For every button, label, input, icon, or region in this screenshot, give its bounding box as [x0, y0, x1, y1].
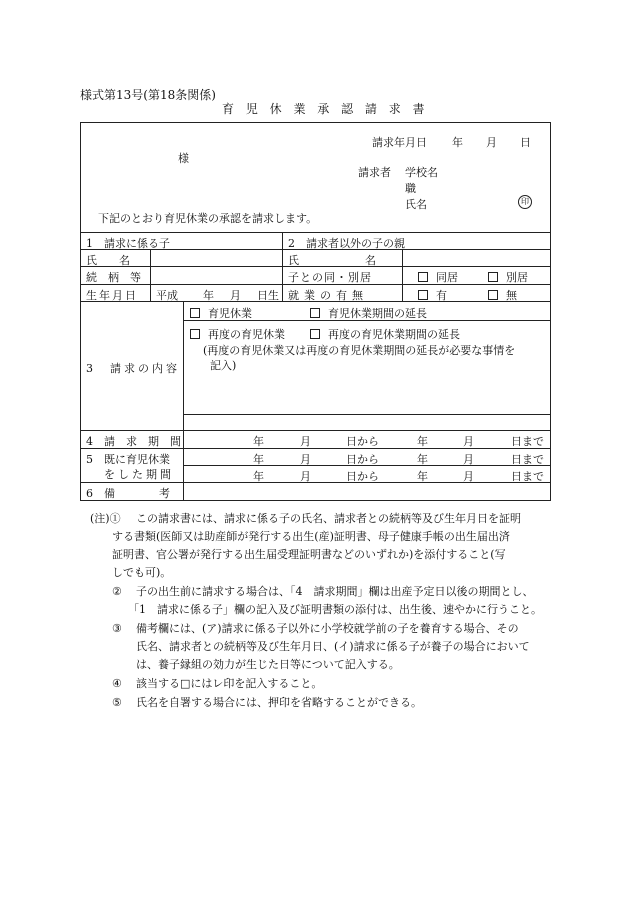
date-day: 日: [520, 136, 531, 149]
section6-title: 6 備 考: [86, 487, 170, 500]
section2-title: 2 請求者以外の子の親: [288, 237, 405, 250]
past1-from-day: 日から: [346, 453, 379, 466]
section1-title: 1 請求に係る子: [86, 237, 170, 250]
addressee-suffix: 様: [178, 152, 189, 165]
section5-title-1: 5 既に育児休業: [86, 453, 170, 466]
child-name-label: 氏 名: [86, 254, 130, 267]
page-title: 育 児 休 業 承 認 請 求 書: [222, 102, 429, 116]
period-from-day: 日から: [346, 435, 379, 448]
note5-label: ⑤: [112, 696, 122, 709]
note4-line1: 該当する□にはレ印を記入すること。: [136, 677, 323, 690]
note1-line1: この請求書には、請求に係る子の氏名、請求者との続柄等及び生年月日を証明: [136, 512, 521, 525]
period-from-month: 月: [300, 435, 311, 448]
note3-line3: は、養子縁組の効力が生じた日等について記入する。: [136, 658, 400, 671]
past1-from-year: 年: [253, 453, 264, 466]
note4-label: ④: [112, 677, 122, 690]
past2-to-day: 日まで: [511, 470, 544, 483]
section3-note: (再度の育児休業又は再度の育児休業期間の延長が必要な事情を: [203, 344, 516, 357]
cohabit-label: 子との同・別居: [288, 271, 372, 284]
past2-from-month: 月: [300, 470, 311, 483]
box-right-border: [550, 122, 551, 501]
past2-from-day: 日から: [346, 470, 379, 483]
note1-line4: しでも可)。: [112, 566, 172, 579]
birth-year: 年: [203, 289, 214, 302]
date-label: 請求年月日: [372, 136, 427, 149]
checkbox-re-leave[interactable]: [190, 329, 200, 339]
requester-label: 請求者: [358, 166, 391, 179]
past1-to-month: 月: [463, 453, 474, 466]
box-top-border: [80, 122, 550, 123]
position-label: 職: [405, 182, 416, 195]
date-month: 月: [486, 136, 497, 149]
note2-label: ②: [112, 585, 122, 598]
checkbox-extend[interactable]: [310, 308, 320, 318]
section5-title-2: をした期間: [104, 468, 174, 481]
note3-line1: 備考欄には、(ア)請求に係る子以外に小学校就学前の子を養育する場合、その: [136, 622, 519, 635]
parent-name-label: 氏 名: [288, 254, 376, 267]
checkbox-re-extend[interactable]: [310, 329, 320, 339]
birth-era: 平成: [156, 289, 178, 302]
past2-to-year: 年: [417, 470, 428, 483]
checkbox-work-no[interactable]: [488, 290, 498, 300]
option-re-extend: 再度の育児休業期間の延長: [328, 328, 460, 341]
checkbox-work-yes[interactable]: [418, 290, 428, 300]
request-text: 下記のとおり育児休業の承認を請求します。: [98, 212, 318, 225]
note3-label: ③: [112, 622, 122, 635]
work-option-2: 無: [506, 289, 517, 302]
period-from-year: 年: [253, 435, 264, 448]
section4-title: 4 請 求 期 間: [86, 435, 181, 448]
past1-to-year: 年: [417, 453, 428, 466]
option-re-leave: 再度の育児休業: [208, 328, 285, 341]
seal-mark: 印: [518, 195, 532, 209]
section3-note-2: 記入): [210, 359, 237, 372]
note1-label: (注)①: [90, 512, 121, 525]
past2-from-year: 年: [253, 470, 264, 483]
checkbox-separate[interactable]: [488, 272, 498, 282]
option-leave: 育児休業: [208, 307, 252, 320]
note2-line2: 「1 請求に係る子」欄の記入及び証明書類の添付は、出生後、速やかに行うこと。: [128, 603, 542, 616]
period-to-year: 年: [417, 435, 428, 448]
form-number: 様式第13号(第18条関係): [80, 88, 216, 102]
work-label: 就業の有無: [288, 289, 368, 302]
checkbox-leave[interactable]: [190, 308, 200, 318]
period-to-day: 日まで: [511, 435, 544, 448]
cohabit-option-1: 同居: [436, 271, 458, 284]
cohabit-option-2: 別居: [506, 271, 528, 284]
birth-month: 月: [230, 289, 241, 302]
checkbox-cohabit[interactable]: [418, 272, 428, 282]
note1-line3: 証明書、官公署が発行する出生届受理証明書などのいずれか)を添付すること(写: [112, 548, 506, 561]
child-birth-label: 生年月日: [86, 289, 138, 302]
work-option-1: 有: [436, 289, 447, 302]
school-label: 学校名: [405, 166, 438, 179]
child-relation-label: 続 柄 等: [86, 271, 141, 284]
note2-line1: 子の出生前に請求する場合は、「4 請求期間」欄は出産予定日以後の期間とし、: [136, 585, 534, 598]
date-year: 年: [452, 136, 463, 149]
name-label: 氏名: [405, 198, 427, 211]
past2-to-month: 月: [463, 470, 474, 483]
box-left-border: [80, 122, 81, 501]
note1-line2: する書類(医師又は助産師が発行する出生(産)証明書、母子健康手帳の出生届出済: [112, 530, 510, 543]
birth-day: 日生: [257, 289, 279, 302]
note3-line2: 氏名、請求者との続柄等及び生年月日、(イ)請求に係る子が養子の場合において: [136, 640, 530, 653]
period-to-month: 月: [463, 435, 474, 448]
section3-title: 3 請求の内容: [86, 362, 180, 375]
past1-from-month: 月: [300, 453, 311, 466]
note5-line1: 氏名を自署する場合には、押印を省略することができる。: [136, 696, 422, 709]
past1-to-day: 日まで: [511, 453, 544, 466]
option-extend: 育児休業期間の延長: [328, 307, 427, 320]
